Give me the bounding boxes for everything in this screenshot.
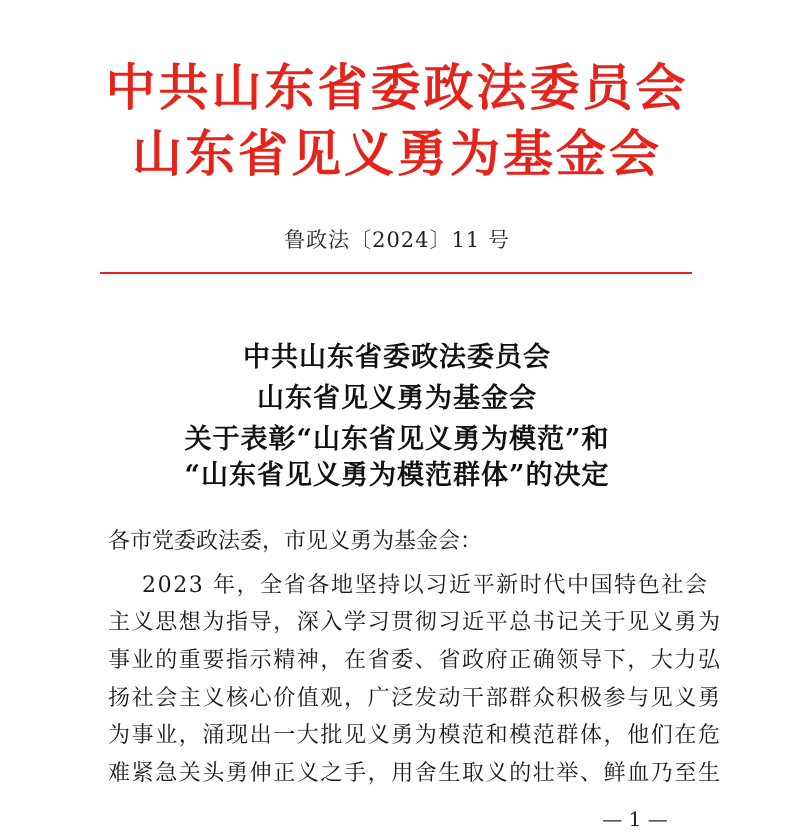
issuer-line-1: 中共山东省委政法委员会 — [105, 58, 689, 117]
title-line-1: 中共山东省委政法委员会 — [243, 342, 551, 373]
red-divider-line — [100, 272, 692, 274]
title-line-4: “山东省见义勇为模范群体”的决定 — [184, 460, 610, 491]
body-line-5: 为事业，涌现出一大批见义勇为模范和模范群体，他们在危 — [108, 723, 722, 748]
body-line-4: 扬社会主义核心价值观，广泛发动干部群众积极参与见义勇 — [108, 686, 722, 711]
title-line-3: 关于表彰“山东省见义勇为模范”和 — [184, 424, 610, 455]
title-line-2: 山东省见义勇为基金会 — [257, 383, 537, 414]
body-line-3: 事业的重要指示精神，在省委、省政府正确领导下，大力弘 — [108, 648, 722, 673]
issuer-line-2: 山东省见义勇为基金会 — [132, 124, 662, 183]
body-line-6: 难紧急关头勇伸正义之手，用舍生取义的壮举、鲜血乃至生 — [108, 761, 722, 786]
body-line-2: 主义思想为指导，深入学习贯彻习近平总书记关于见义勇为 — [108, 610, 722, 635]
page-number: — 1 — — [602, 807, 668, 831]
document-number: 鲁政法〔2024〕11 号 — [284, 228, 510, 252]
body-line-1: 2023 年，全省各地坚持以习近平新时代中国特色社会 — [142, 573, 709, 598]
salutation: 各市党委政法委，市见义勇为基金会： — [108, 529, 483, 554]
